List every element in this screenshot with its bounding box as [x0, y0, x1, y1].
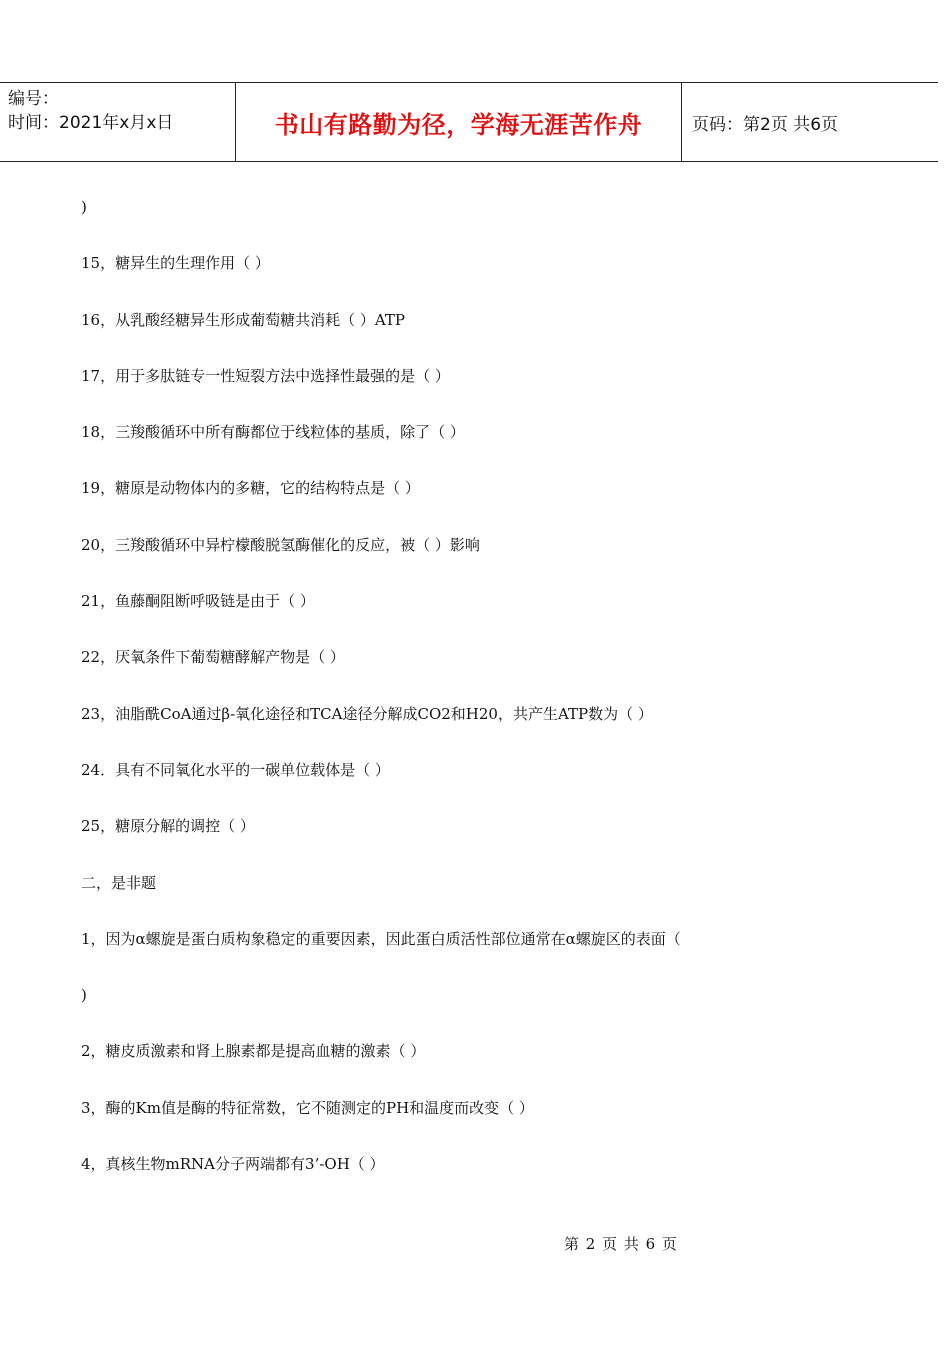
- document-body: [81, 193, 801, 1206]
- question-line: ): [81, 198, 87, 216]
- question-line: 19，糖原是动物体内的多糖，它的结构特点是（ ）: [81, 479, 420, 498]
- question-line: 25，糖原分解的调控（ ）: [81, 817, 255, 836]
- code-label: 编号：: [8, 89, 59, 109]
- question-line: 20，三羧酸循环中异柠檬酸脱氢酶催化的反应，被（ ）影响: [81, 535, 480, 554]
- header-motto: 书山有路勤为径，学海无涯苦作舟: [274, 111, 643, 139]
- question-line: 22，厌氧条件下葡萄糖酵解产物是（ ）: [81, 648, 345, 667]
- question-line: 23，油脂酰CoA通过β-氧化途径和TCA途径分解成CO2和H20，共产生ATP数为（ ）: [81, 704, 653, 723]
- question-line: 15，糖异生的生理作用（ ）: [81, 254, 270, 273]
- question-line: 16，从乳酸经糖异生形成葡萄糖共消耗（ ）ATP: [81, 310, 405, 329]
- question-line: 2，糖皮质激素和肾上腺素都是提高血糖的激素（ ）: [81, 1042, 426, 1061]
- footer-page-number: 第 2 页 共 6 页: [564, 1235, 678, 1253]
- header-divider-right: [681, 83, 682, 162]
- header-meta: [8, 87, 234, 135]
- header-page-info: 页码：第2页 共6页: [692, 115, 839, 135]
- question-line: 1，因为α螺旋是蛋白质构象稳定的重要因素，因此蛋白质活性部位通常在α螺旋区的表面（: [81, 929, 681, 948]
- time-label: 时间：2021年x月x日: [8, 113, 174, 133]
- question-line: 21，鱼藤酮阻断呼吸链是由于（ ）: [81, 592, 315, 611]
- question-line: 18，三羧酸循环中所有酶都位于线粒体的基质，除了（ ）: [81, 423, 465, 442]
- question-line: 3，酶的Km值是酶的特征常数，它不随测定的PH和温度而改变（ ）: [81, 1098, 534, 1117]
- question-line: ): [81, 986, 87, 1005]
- question-line: 4，真核生物mRNA分子两端都有3’-OH（ ）: [81, 1155, 385, 1174]
- page-header: [0, 82, 938, 162]
- question-line: 24．具有不同氧化水平的一碳单位载体是（ ）: [81, 760, 390, 779]
- section-heading: 二，是非题: [81, 873, 157, 892]
- question-line: 17，用于多肽链专一性短裂方法中选择性最强的是（ ）: [81, 366, 450, 385]
